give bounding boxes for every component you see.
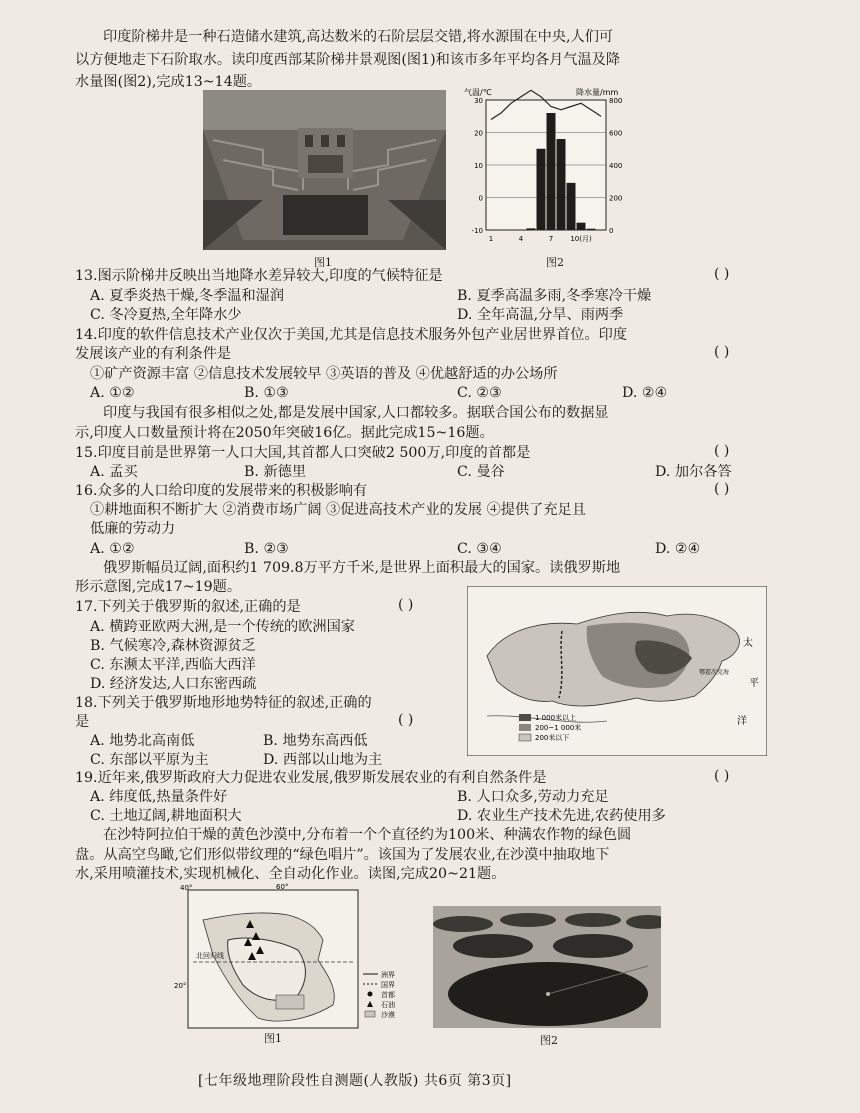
legend-mid: 200~1 000米 [535, 724, 582, 732]
climate-ylabel-left: 气温/℃ [464, 88, 492, 97]
temp-tick-label: 0 [478, 194, 483, 203]
precip-bar [557, 139, 566, 230]
climate-ylabel-right: 降水量/mm [576, 88, 619, 97]
lat-20-label: 20° [174, 982, 187, 990]
q19-option-b[interactable]: B. 人口众多,劳动力充足 [457, 789, 609, 805]
q18-option-d[interactable]: D. 西部以山地为主 [263, 752, 383, 768]
temp-tick-label: 30 [474, 97, 483, 105]
legend-swatch-low [519, 734, 531, 741]
q18-stem-line1: 18.下列关于俄罗斯地形地势特征的叙述,正确的 [75, 695, 372, 711]
saudi-arabia-map [168, 880, 408, 1040]
crop-circle-art [433, 906, 661, 1028]
q17-stem: 17.下列关于俄罗斯的叙述,正确的是 [75, 599, 301, 615]
q17-option-d[interactable]: D. 经济发达,人口东密西疏 [90, 676, 257, 692]
legend-high: 1 000米以上 [535, 714, 577, 722]
q15-answer-blank[interactable]: ( ) [714, 443, 730, 459]
precip-tick-label: 0 [609, 227, 614, 235]
q14-option-b[interactable]: B. ①③ [244, 385, 289, 401]
q18-option-c[interactable]: C. 东部以平原为主 [90, 752, 209, 768]
temp-tick-label: 10 [474, 162, 483, 170]
q18-answer-blank[interactable]: ( ) [398, 712, 414, 728]
legend-sym-capital [368, 992, 373, 997]
month-tick-label: 1 [488, 235, 494, 243]
intro-15-line1: 印度与我国有很多相似之处,都是发展中国家,人口都较多。据联合国公布的数据显 [103, 405, 609, 421]
intro-13-line2: 以方便地走下石阶取水。读印度西部某阶梯井景观图(图1)和该市多年平均各月气温及降 [75, 52, 621, 68]
q19-answer-blank[interactable]: ( ) [714, 768, 730, 784]
q16-items-line2: 低廉的劳动力 [90, 521, 176, 537]
q14-option-d[interactable]: D. ②④ [622, 385, 668, 401]
q17-option-a[interactable]: A. 横跨亚欧两大洲,是一个传统的欧洲国家 [90, 619, 355, 635]
q15-option-b[interactable]: B. 新德里 [244, 464, 307, 480]
legend-sym-oil [367, 1001, 373, 1007]
q19-option-c[interactable]: C. 土地辽阔,耕地面积大 [90, 808, 242, 824]
q15-option-c[interactable]: C. 曼谷 [457, 464, 505, 480]
legend-desert: 沙漠 [381, 1011, 395, 1019]
legend-low: 200米以下 [535, 734, 570, 742]
crop-circle-photo [433, 906, 661, 1028]
legend-border: 国界 [381, 981, 395, 989]
intro-13-line3: 水量图(图2),完成13~14题。 [75, 74, 262, 90]
q16-option-d[interactable]: D. ②④ [655, 541, 701, 557]
legend-capital: 首都 [381, 991, 395, 999]
q13-option-a[interactable]: A. 夏季炎热干燥,冬季温和湿润 [90, 288, 285, 304]
q19-option-d[interactable]: D. 农业生产技术先进,农药使用多 [457, 808, 666, 824]
intro-20-line1: 在沙特阿拉伯干燥的黄色沙漠中,分布着一个个直径约为100米、种满农作物的绿色圆 [103, 827, 632, 843]
q13-option-c[interactable]: C. 冬冷夏热,全年降水少 [90, 307, 242, 323]
label-pacific-1: 太 [743, 638, 753, 649]
intro-15-line2: 示,印度人口数量预计将在2050年突破16亿。据此完成15~16题。 [75, 425, 494, 441]
legend-sym-desert [365, 1011, 375, 1017]
q13-option-b[interactable]: B. 夏季高温多雨,冬季寒冷干燥 [457, 288, 652, 304]
figure2-caption: 图2 [546, 256, 564, 269]
q14-stem-line1: 14.印度的软件信息技术产业仅次于美国,尤其是信息技术服务外包产业居世界首位。印度 [75, 327, 628, 343]
q14-option-a[interactable]: A. ①② [90, 385, 135, 401]
label-pacific-3: 洋 [737, 716, 747, 727]
legend-oil: 石油 [381, 1001, 395, 1009]
q13-stem: 13.图示阶梯井反映出当地降水差异较大,印度的气候特征是 [75, 268, 443, 284]
stepwell-photo-art [203, 90, 446, 250]
precip-tick-label: 400 [609, 162, 623, 170]
q18-option-b[interactable]: B. 地势东高西低 [263, 733, 368, 749]
q15-option-d[interactable]: D. 加尔各答 [655, 464, 732, 480]
q14-stem-line2: 发展该产业的有利条件是 [75, 346, 232, 362]
intro-20-line2: 盘。从高空鸟瞰,它们形似带纹理的“绿色唱片”。该国为了发展农业,在沙漠中抽取地下 [75, 847, 610, 863]
q18-option-a[interactable]: A. 地势北高南低 [90, 733, 195, 749]
q19-option-a[interactable]: A. 纬度低,热量条件好 [90, 789, 228, 805]
russia-terrain-map [467, 586, 767, 756]
q14-option-c[interactable]: C. ②③ [457, 385, 502, 401]
lon-60-label: 60° [276, 883, 289, 891]
precip-bar [577, 223, 586, 230]
q15-stem: 15.印度目前是世界第一人口大国,其首都人口突破2 500万,印度的首都是 [75, 445, 531, 461]
precip-bar [567, 183, 576, 230]
q16-option-a[interactable]: A. ①② [90, 541, 135, 557]
month-tick-label: 10(月) [570, 235, 592, 243]
q16-option-b[interactable]: B. ②③ [244, 541, 289, 557]
q16-stem: 16.众多的人口给印度的发展带来的积极影响有 [75, 483, 368, 499]
tropic-label: 北回归线 [196, 952, 224, 960]
q14-answer-blank[interactable]: ( ) [714, 344, 730, 360]
q19-stem: 19.近年来,俄罗斯政府大力促进农业发展,俄罗斯发展农业的有利自然条件是 [75, 770, 547, 786]
q13-option-d[interactable]: D. 全年高温,分旱、雨两季 [457, 307, 624, 323]
q17-answer-blank[interactable]: ( ) [398, 597, 414, 613]
intro-17-line1: 俄罗斯幅员辽阔,面积约1 709.8万平方千米,是世界上面积最大的国家。读俄罗斯地 [103, 560, 621, 576]
precip-bar [537, 149, 546, 230]
q14-items: ①矿产资源丰富 ②信息技术发展较早 ③英语的普及 ④优越舒适的办公场所 [90, 366, 558, 382]
climate-chart [462, 86, 632, 258]
label-okhotsk: 鄂霍次克海 [699, 669, 730, 676]
figure4-caption: 图2 [540, 1034, 558, 1047]
precip-tick-label: 200 [609, 194, 623, 203]
desert-patch [276, 995, 304, 1009]
legend-continent: 洲界 [381, 971, 395, 979]
stepwell-photo [203, 90, 446, 250]
legend-swatch-mid [519, 724, 531, 731]
page-footer: [七年级地理阶段性自测题(人教版) 共6页 第3页] [198, 1073, 512, 1089]
temp-tick-label: -10 [471, 227, 483, 235]
intro-13-line1: 印度阶梯井是一种石造储水建筑,高达数米的石阶层层交错,将水源围在中央,人们可 [103, 29, 614, 45]
q15-option-a[interactable]: A. 孟买 [90, 464, 138, 480]
precip-tick-label: 600 [609, 129, 623, 138]
figure1-caption: 图1 [314, 256, 332, 269]
q16-answer-blank[interactable]: ( ) [714, 481, 730, 497]
intro-20-line3: 水,采用喷灌技术,实现机械化、全自动化作业。读图,完成20~21题。 [75, 866, 506, 882]
temp-tick-label: 20 [474, 129, 483, 138]
q18-stem-line2: 是 [75, 714, 90, 730]
month-tick-label: 7 [548, 235, 554, 243]
precip-bar [587, 229, 596, 230]
precip-bar [527, 228, 536, 230]
q17-option-c[interactable]: C. 东濒太平洋,西临大西洋 [90, 657, 256, 673]
figure3-caption: 图1 [264, 1032, 282, 1045]
legend-swatch-high [519, 714, 531, 721]
label-pacific-2: 平 [749, 678, 759, 689]
precip-tick-label: 800 [609, 97, 623, 105]
month-tick-label: 4 [518, 235, 524, 243]
q16-option-c[interactable]: C. ③④ [457, 541, 502, 557]
intro-17-line2: 形示意图,完成17~19题。 [75, 579, 242, 595]
q13-answer-blank[interactable]: ( ) [714, 266, 730, 282]
q16-items-line1: ①耕地面积不断扩大 ②消费市场广阔 ③促进高技术产业的发展 ④提供了充足且 [90, 502, 586, 518]
precip-bar [547, 113, 556, 230]
lat-40-label: 40° [180, 884, 193, 892]
q17-option-b[interactable]: B. 气候寒冷,森林资源贫乏 [90, 638, 256, 654]
